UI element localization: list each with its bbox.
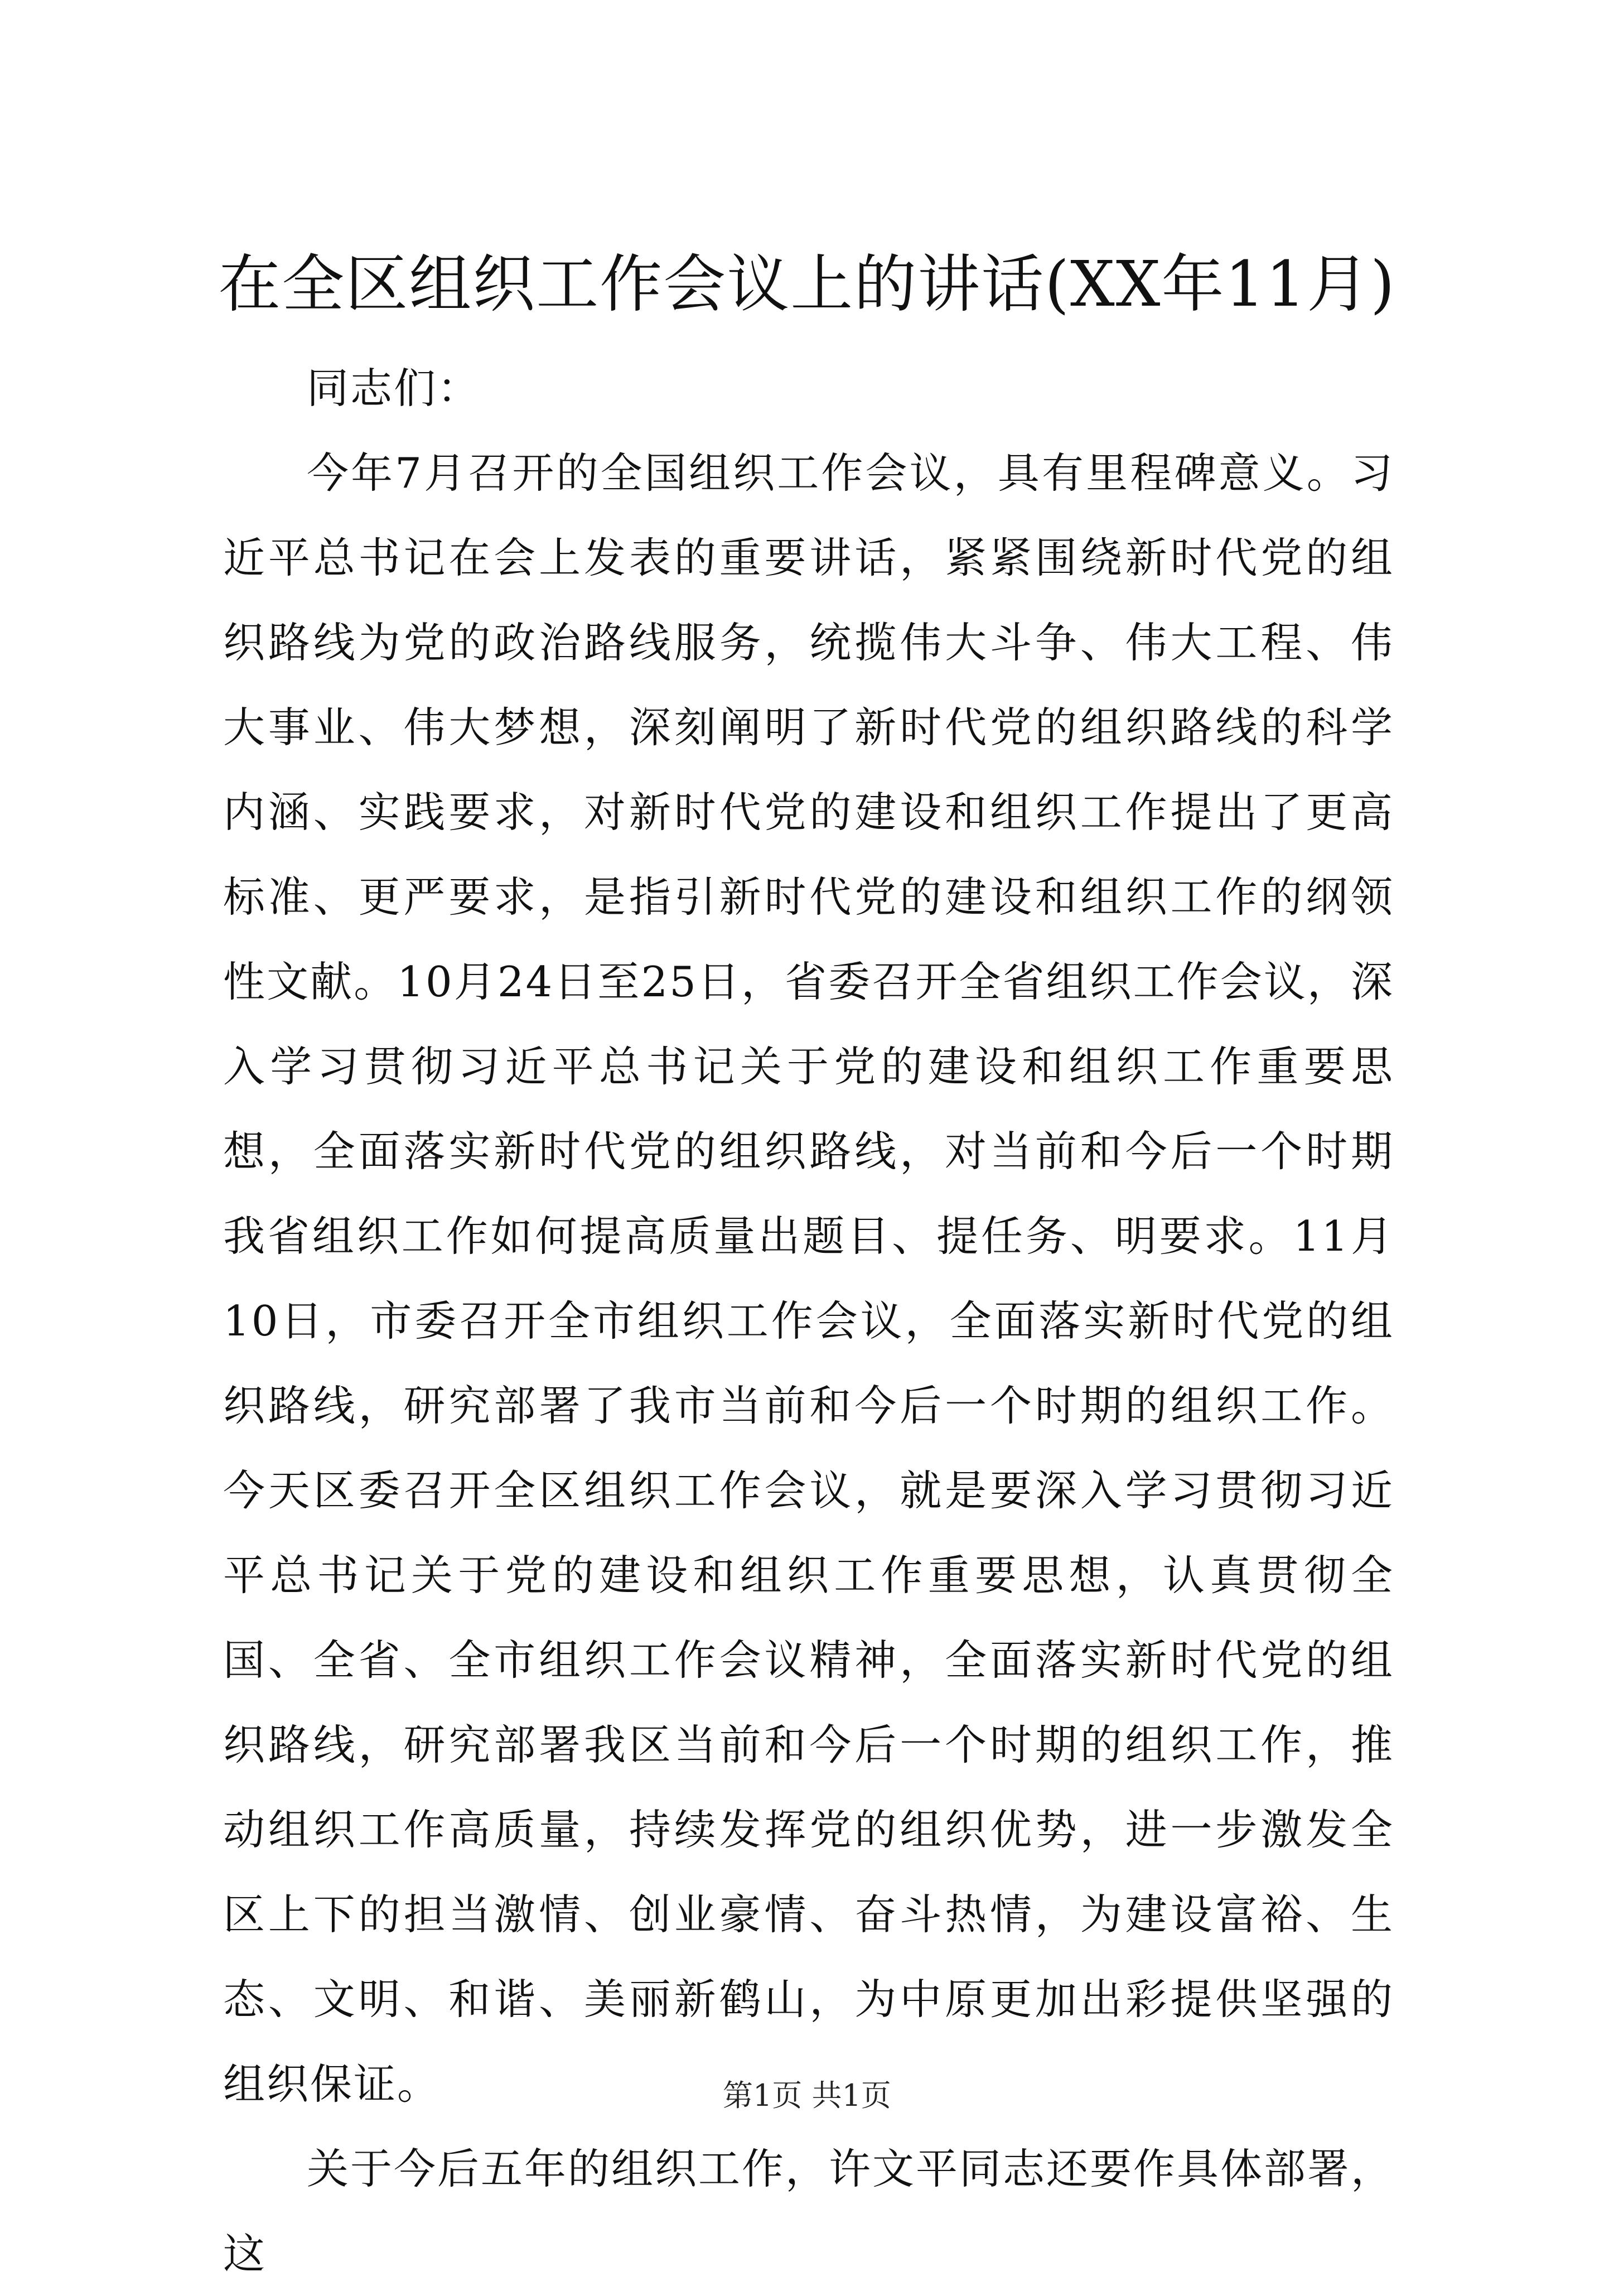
document-title: 在全区组织工作会议上的讲话(XX年11月): [218, 248, 1396, 321]
document-body: [223, 346, 1394, 2296]
salutation-paragraph: 同志们：: [307, 364, 481, 413]
body-paragraph: 今年7月召开的全国组织工作会议，具有里程碑意义。习近平总书记在会上发表的重要讲话，紧紧围绕新时代党的组织路线为党的政治路线服务，统揽伟大斗争、伟大工程、伟大事业、伟大梦想，深刻阐明了新时代党的组织路线的科学内涵、实践要求，对新时代党的建设和组织工作提出了更高标准、更严要求，是指引新时代党的建设和组织工作的纲领性文献。10月24日至25日，省委召开全省组织工作会议，深入学习贯彻习近平总书记关于党的建设和组织工作重要思想，全面落实新时代党的组织路线，对当前和今后一个时期我省组织工作如何提高质量出题目、提任务、明要求。11月10日，市委召开全市组织工作会议，全面落实新时代党的组织路线，研究部署了我市当前和今后一个时期的组织工作。今天区委召开全区组织工作会议，就是要深入学习贯彻习近平总书记关于党的建设和组织工作重要思想，认真贯彻全国、全省、全市组织工作会议精神，全面落实新时代党的组织路线，研究部署我区当前和今后一个时期的组织工作，推动组织工作高质量，持续发挥党的组织优势，进一步激发全区上下的担当激情、创业豪情、奋斗热情，为建设富裕、生态、文明、和谐、美丽新鹤山，为中原更加出彩提供坚强的组织保证。: [223, 448, 1394, 2109]
body-paragraph: 关于今后五年的组织工作，许文平同志还要作具体部署，这: [223, 2144, 1395, 2278]
page-footer: 第1页 共1页: [723, 2078, 891, 2113]
